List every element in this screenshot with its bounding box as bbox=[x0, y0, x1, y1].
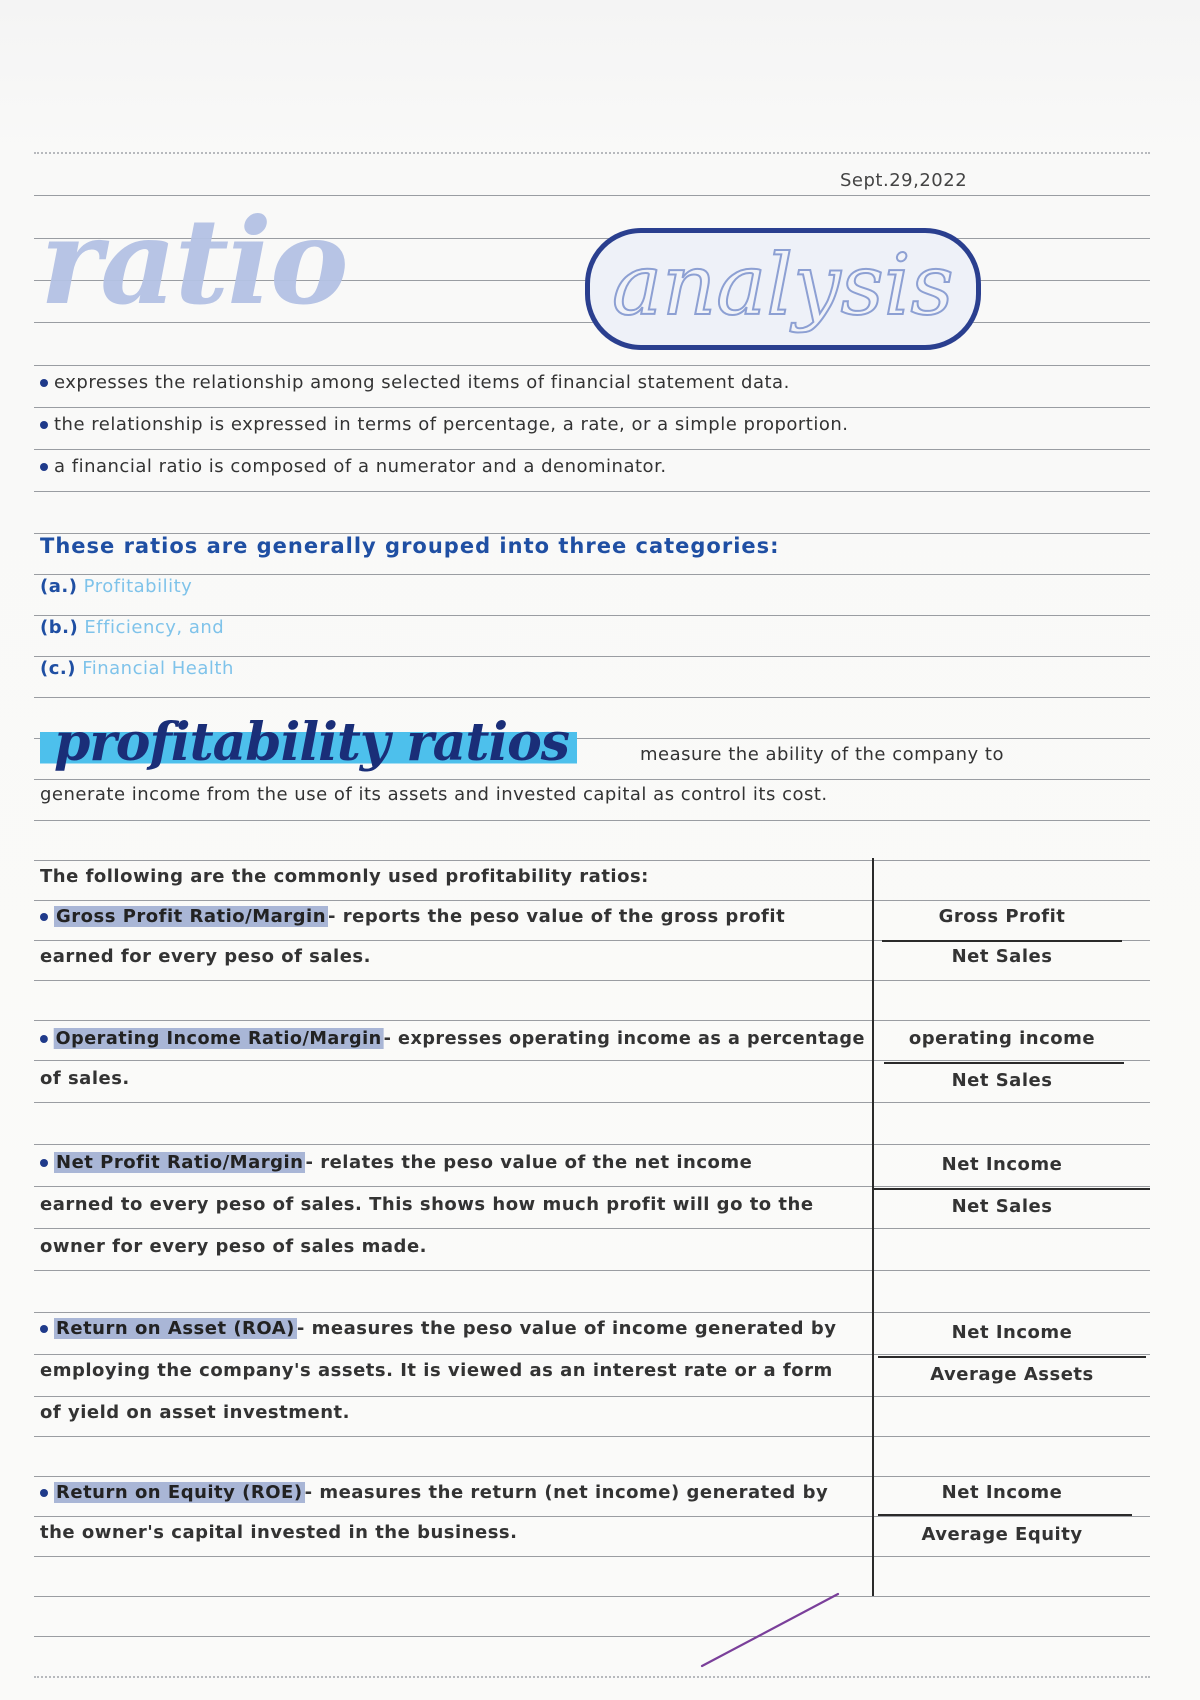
ratio-term: Return on Asset (ROA) bbox=[56, 1318, 295, 1339]
profitability-heading: profitability ratios bbox=[40, 716, 577, 770]
bullet-text: a financial ratio is composed of a numerator and a denominator. bbox=[54, 456, 667, 477]
category-item bbox=[40, 658, 234, 679]
profitability-desc-line1: measure the ability of the company to bbox=[640, 744, 1004, 765]
ratio-desc: - measures the peso value of income generated by bbox=[296, 1318, 837, 1339]
dotted-rule bbox=[34, 1676, 1150, 1678]
rule-line bbox=[34, 1102, 1150, 1103]
rule-line bbox=[34, 365, 1150, 366]
ratio-desc: earned to every peso of sales. This shows how much profit will go to the bbox=[40, 1194, 814, 1215]
bullet-dot bbox=[40, 1159, 48, 1167]
ratio-line bbox=[40, 906, 785, 927]
ratio-desc: of sales. bbox=[40, 1068, 130, 1089]
ratio-desc: - expresses operating income as a percentage bbox=[383, 1028, 865, 1049]
rule-line bbox=[34, 697, 1150, 698]
ratio-desc: owner for every peso of sales made. bbox=[40, 1236, 427, 1257]
rule-line bbox=[34, 407, 1150, 408]
formula-numerator: Net Income bbox=[941, 1154, 1063, 1175]
ratio-desc: - reports the peso value of the gross profit bbox=[328, 906, 786, 927]
ratio-line bbox=[40, 1152, 752, 1173]
category-label: (c.) bbox=[40, 658, 76, 679]
bullet-dot bbox=[40, 463, 48, 471]
rule-line bbox=[34, 615, 1150, 616]
ratio-desc: of yield on asset investment. bbox=[40, 1402, 350, 1423]
rule-line bbox=[34, 449, 1150, 450]
ratio-line bbox=[40, 1318, 836, 1339]
category-value: Efficiency, and bbox=[84, 617, 225, 638]
rule-line bbox=[34, 1144, 1150, 1145]
bullet-item bbox=[40, 414, 849, 435]
rule-line bbox=[34, 779, 1150, 780]
rule-line bbox=[34, 1636, 1150, 1637]
ratio-term: Net Profit Ratio/Margin bbox=[56, 1152, 304, 1173]
formula-denominator: Net Sales bbox=[951, 946, 1053, 967]
bullet-dot bbox=[40, 1035, 48, 1043]
profitability-desc-line2: generate income from the use of its assets and invested capital as control its cost. bbox=[40, 784, 828, 805]
pen-stroke bbox=[700, 1590, 850, 1670]
ratio-desc: earned for every peso of sales. bbox=[40, 946, 371, 967]
rule-line bbox=[34, 1270, 1150, 1271]
rule-line bbox=[34, 980, 1150, 981]
date-label: Sept.29,2022 bbox=[840, 170, 968, 191]
formula-numerator: Gross Profit bbox=[938, 906, 1066, 927]
bullet-text: the relationship is expressed in terms of percentage, a rate, or a simple proportion. bbox=[54, 414, 849, 435]
rule-line bbox=[34, 1060, 1150, 1061]
bullet-dot bbox=[40, 913, 48, 921]
category-item bbox=[40, 576, 192, 597]
ratio-line bbox=[40, 1482, 828, 1503]
category-value: Profitability bbox=[83, 576, 193, 597]
ratio-desc: employing the company's assets. It is viewed as an interest rate or a form bbox=[40, 1360, 833, 1381]
rule-line bbox=[34, 1596, 1150, 1597]
rule-line bbox=[34, 1228, 1150, 1229]
rule-line bbox=[34, 491, 1150, 492]
categories-heading: These ratios are generally grouped into three categories: bbox=[40, 534, 780, 558]
formula-numerator: Net Income bbox=[941, 1482, 1063, 1503]
rule-line bbox=[34, 1436, 1150, 1437]
formula-denominator: Average Assets bbox=[930, 1364, 1094, 1385]
bullet-dot bbox=[40, 379, 48, 387]
bullet-item bbox=[40, 372, 790, 393]
rule-line bbox=[34, 1186, 1150, 1187]
ratio-term: Gross Profit Ratio/Margin bbox=[56, 906, 327, 927]
rule-line bbox=[34, 1396, 1150, 1397]
bullet-text: expresses the relationship among selected items of financial statement data. bbox=[54, 372, 790, 393]
page-title bbox=[40, 192, 1040, 362]
ratios-intro: The following are the commonly used profitability ratios: bbox=[40, 866, 649, 887]
bullet-dot bbox=[40, 1325, 48, 1333]
rule-line bbox=[34, 1556, 1150, 1557]
bullet-item bbox=[40, 456, 667, 477]
bullet-dot bbox=[40, 421, 48, 429]
category-label: (b.) bbox=[40, 617, 79, 638]
table-divider bbox=[872, 858, 874, 1596]
formula-denominator: Net Sales bbox=[951, 1196, 1053, 1217]
category-label: (a.) bbox=[40, 576, 78, 597]
rule-line bbox=[34, 860, 1150, 861]
ratio-term: Return on Equity (ROE) bbox=[56, 1482, 303, 1503]
formula-denominator: Net Sales bbox=[951, 1070, 1053, 1091]
rule-line bbox=[34, 1354, 1150, 1355]
formula-numerator: operating income bbox=[908, 1028, 1096, 1049]
ratio-desc: - relates the peso value of the net income bbox=[305, 1152, 753, 1173]
formula-numerator: Net Income bbox=[951, 1322, 1073, 1343]
rule-line bbox=[34, 1516, 1150, 1517]
formula-bar bbox=[878, 1514, 1132, 1516]
category-value: Financial Health bbox=[82, 658, 234, 679]
ratio-desc: - measures the return (net income) generated by bbox=[304, 1482, 829, 1503]
rule-line bbox=[34, 656, 1150, 657]
rule-line bbox=[34, 1476, 1150, 1477]
ratio-desc: the owner's capital invested in the business. bbox=[40, 1522, 518, 1543]
rule-line bbox=[34, 1020, 1150, 1021]
rule-line bbox=[34, 574, 1150, 575]
dotted-rule bbox=[34, 152, 1150, 154]
title-word-ratio: ratio bbox=[40, 192, 347, 331]
ratio-term: Operating Income Ratio/Margin bbox=[55, 1028, 382, 1049]
rule-line bbox=[34, 820, 1150, 821]
title-word-analysis: analysis bbox=[585, 228, 981, 350]
ratio-line bbox=[40, 1028, 865, 1049]
formula-denominator: Average Equity bbox=[921, 1524, 1083, 1545]
rule-line bbox=[34, 1312, 1150, 1313]
rule-line bbox=[34, 900, 1150, 901]
bullet-dot bbox=[40, 1489, 48, 1497]
category-item bbox=[40, 617, 224, 638]
formula-bar bbox=[882, 940, 1122, 942]
formula-bar bbox=[874, 1188, 1150, 1190]
formula-bar bbox=[884, 1062, 1124, 1064]
formula-bar bbox=[878, 1356, 1146, 1358]
